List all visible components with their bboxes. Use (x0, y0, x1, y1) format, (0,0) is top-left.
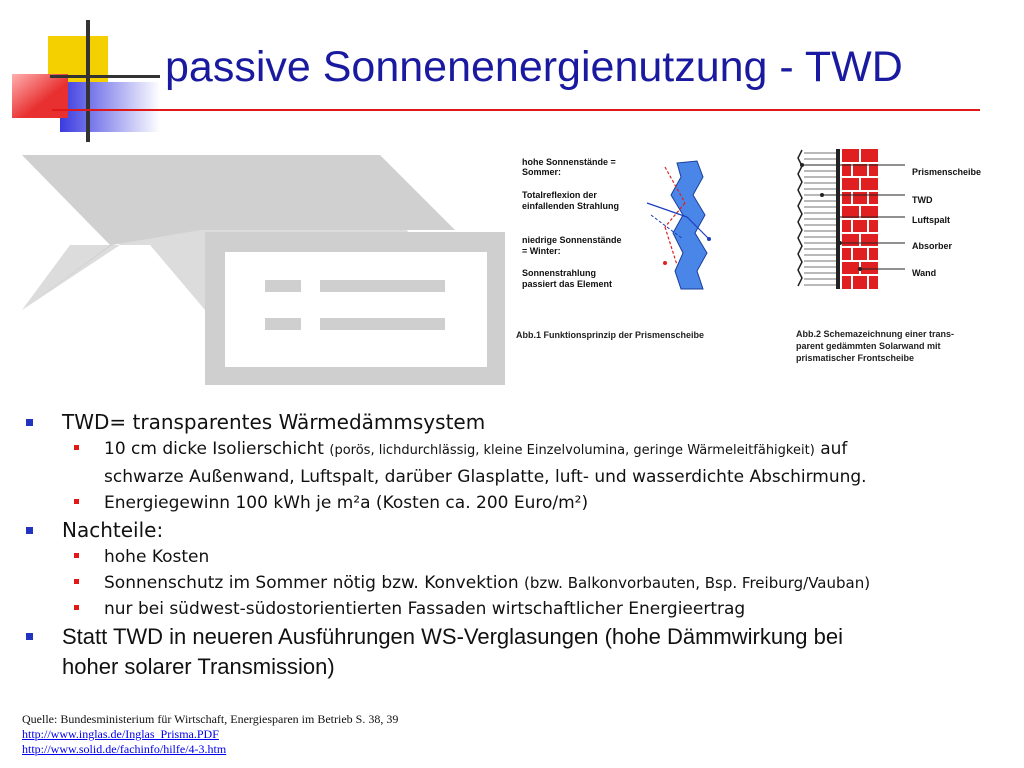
logo (0, 0, 160, 145)
source-text: Quelle: Bundesministerium für Wirtschaft, Energiesparen im Betrieb S. 38, 39 (22, 712, 399, 726)
fig1-label: Sonnenstrahlung (522, 268, 596, 278)
sub-bullet-orientation: nur bei südwest-südostorientierten Fassaden wirtschaftlicher Energieertrag (18, 596, 1024, 622)
bullet-square-icon (74, 499, 79, 504)
document-arrow-icon (0, 150, 510, 390)
fig1-label: einfallenden Strahlung (522, 201, 620, 211)
fig1-label: niedrige Sonnenstände (522, 235, 622, 245)
fig1-label: Totalreflexion der (522, 190, 597, 200)
title-divider (52, 109, 980, 111)
logo-vertical-line (86, 20, 90, 142)
bullet-list (18, 408, 1024, 682)
fig2-label-luftspalt: Luftspalt (912, 215, 950, 225)
bullet-square-icon (74, 553, 79, 558)
fig1-label: Sommer: (522, 167, 562, 177)
bullet-square-icon (74, 579, 79, 584)
bullet-square-icon (26, 527, 33, 534)
bullet-square-icon (26, 633, 33, 640)
fig1-label: hohe Sonnenstände = (522, 157, 616, 167)
fig2-caption-line: Abb.2 Schemazeichnung einer trans- (796, 329, 955, 339)
fig1-caption: Abb.1 Funktionsprinzip der Prismenscheibe (516, 330, 705, 340)
solar-wall-diagram (790, 145, 905, 295)
figure-prism-principle (512, 150, 772, 355)
prism-pane-diagram (637, 155, 747, 295)
fig2-label-absorber: Absorber (912, 241, 953, 251)
source-link-solid[interactable]: http://www.solid.de/fachinfo/hilfe/4-3.htm (22, 742, 227, 756)
logo-red-square (12, 74, 68, 118)
bullet-square-icon (74, 605, 79, 610)
logo-blue-block (60, 82, 160, 132)
fig2-label-twd: TWD (912, 195, 933, 205)
bullet-nachteile: Nachteile: (18, 516, 1024, 544)
source-link-inglas[interactable]: http://www.inglas.de/Inglas_Prisma.PDF (22, 727, 219, 741)
fig2-label-prismenscheibe: Prismenscheibe (912, 167, 982, 177)
bullet-ws-glazing: Statt TWD in neueren Ausführungen WS-Verglasungen (hohe Dämmwirkung bei hoher solarer Transmission) (18, 622, 1024, 682)
source-block (22, 712, 398, 757)
fig1-label: = Winter: (522, 246, 561, 256)
logo-horizontal-line (50, 75, 160, 78)
page-title: passive Sonnenenergienutzung - TWD (165, 43, 903, 91)
sub-bullet-sun-protection: Sonnenschutz im Sommer nötig bzw. Konvektion (bzw. Balkonvorbauten, Bsp. Freiburg/Vauban) (18, 570, 1024, 596)
bullet-twd: TWD= transparentes Wärmedämmsystem (18, 408, 1024, 436)
sub-bullet-energy-gain: Energiegewinn 100 kWh je m²a (Kosten ca. 200 Euro/m²) (18, 490, 1024, 516)
bullet-square-icon (26, 419, 33, 426)
bullet-square-icon (74, 445, 79, 450)
fig1-label: passiert das Element (522, 279, 613, 289)
fig2-caption-line: prismatischer Frontscheibe (796, 353, 915, 363)
sub-bullet-cost: hohe Kosten (18, 544, 1024, 570)
sub-bullet-insulation: 10 cm dicke Isolierschicht (porös, lichdurchlässig, kleine Einzelvolumina, geringe Wärmeleitfähigkeit) auf schwarze Außenwand, Luftspalt, darüber Glasplatte, luft- und wasserdichte Abschirmung. (18, 436, 1024, 490)
fig2-label-wand: Wand (912, 268, 937, 278)
fig2-caption-line: parent gedämmten Solarwand mit (796, 341, 941, 351)
figure-solar-wall-schematic (790, 145, 1020, 370)
